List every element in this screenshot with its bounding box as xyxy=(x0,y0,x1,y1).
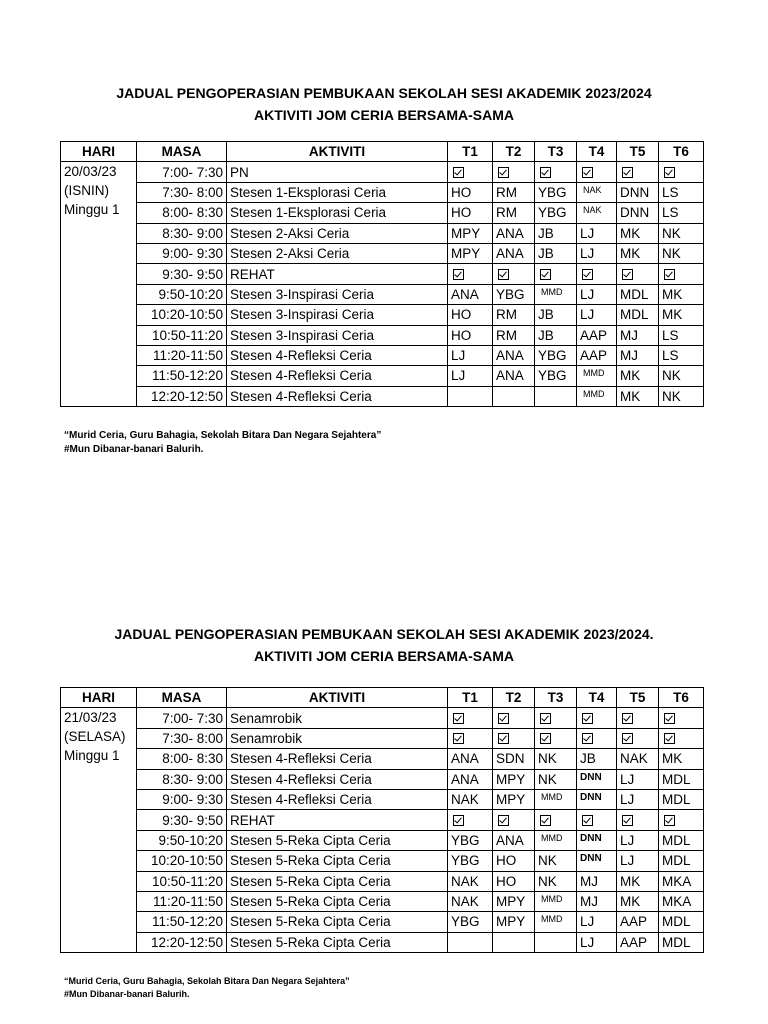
table-row xyxy=(61,769,704,789)
check-cell xyxy=(535,708,577,728)
teacher-cell: MPY xyxy=(493,891,535,911)
aktiviti-cell: Stesen 4-Refleksi Ceria xyxy=(227,769,448,789)
check-cell xyxy=(535,728,577,748)
teacher-cell: NAK xyxy=(448,891,493,911)
teacher-cell: MDL xyxy=(659,769,704,789)
checkbox-checked-icon xyxy=(540,167,551,178)
header-t6: T6 xyxy=(659,142,704,162)
checkbox-checked-icon xyxy=(453,167,464,178)
motto-text: “Murid Ceria, Guru Bahagia, Sekolah Bitara Dan Negara Sejahtera” xyxy=(64,976,350,986)
masa-cell: 8:30- 9:00 xyxy=(137,769,227,789)
teacher-cell: DNN xyxy=(577,769,617,789)
teacher-cell: MMD xyxy=(535,830,577,850)
masa-cell: 8:30- 9:00 xyxy=(137,223,227,243)
check-cell xyxy=(448,708,493,728)
header-t3: T3 xyxy=(535,142,577,162)
teacher-cell: MDL xyxy=(617,284,659,304)
teacher-cell: NAK xyxy=(448,871,493,891)
check-cell xyxy=(617,162,659,182)
checkbox-checked-icon xyxy=(582,733,593,744)
teacher-cell: AAP xyxy=(617,912,659,932)
table-row xyxy=(61,325,704,345)
teacher-cell: YBG xyxy=(535,203,577,223)
masa-cell: 9:30- 9:50 xyxy=(137,810,227,830)
masa-cell: 11:50-12:20 xyxy=(137,366,227,386)
table-row xyxy=(61,789,704,809)
teacher-cell: LS xyxy=(659,182,704,202)
teacher-cell: MKA xyxy=(659,871,704,891)
header-t4: T4 xyxy=(577,688,617,708)
teacher-cell xyxy=(493,932,535,952)
teacher-cell: ANA xyxy=(448,284,493,304)
masa-cell: 8:00- 8:30 xyxy=(137,203,227,223)
checkbox-checked-icon xyxy=(582,713,593,724)
teacher-cell: MK xyxy=(617,386,659,406)
header-aktiviti: AKTIVITI xyxy=(227,142,448,162)
table-row xyxy=(61,243,704,263)
teacher-cell: JB xyxy=(535,325,577,345)
hari-line: (ISNIN) xyxy=(64,183,109,199)
table-row xyxy=(61,851,704,871)
masa-cell: 9:50-10:20 xyxy=(137,830,227,850)
checkbox-checked-icon xyxy=(622,713,633,724)
teacher-cell: LS xyxy=(659,203,704,223)
masa-cell: 12:20-12:50 xyxy=(137,932,227,952)
checkbox-checked-icon xyxy=(582,167,593,178)
check-cell xyxy=(617,708,659,728)
check-cell xyxy=(448,264,493,284)
teacher-cell: MPY xyxy=(493,912,535,932)
teacher-cell xyxy=(448,932,493,952)
masa-cell: 7:00- 7:30 xyxy=(137,162,227,182)
checkbox-checked-icon xyxy=(540,269,551,280)
teacher-cell: MDL xyxy=(659,830,704,850)
aktiviti-cell: Stesen 5-Reka Cipta Ceria xyxy=(227,830,448,850)
teacher-cell: NAK xyxy=(577,182,617,202)
teacher-cell: MK xyxy=(617,871,659,891)
table-row xyxy=(61,305,704,325)
header-hari: HARI xyxy=(61,142,137,162)
aktiviti-cell: Stesen 1-Eksplorasi Ceria xyxy=(227,182,448,202)
aktiviti-cell: Stesen 4-Refleksi Ceria xyxy=(227,789,448,809)
slogan-text: #Mun Dibanar-banari Balurih. xyxy=(64,444,204,455)
teacher-cell: DNN xyxy=(617,182,659,202)
aktiviti-cell: Stesen 5-Reka Cipta Ceria xyxy=(227,871,448,891)
teacher-cell: NK xyxy=(659,366,704,386)
teacher-cell: JB xyxy=(577,749,617,769)
checkbox-checked-icon xyxy=(498,713,509,724)
teacher-cell: SDN xyxy=(493,749,535,769)
masa-cell: 11:20-11:50 xyxy=(137,891,227,911)
table-row xyxy=(61,912,704,932)
teacher-cell: RM xyxy=(493,203,535,223)
teacher-cell: MK xyxy=(617,223,659,243)
teacher-cell: NAK xyxy=(448,789,493,809)
teacher-cell: LJ xyxy=(617,789,659,809)
hari-line: Minggu 1 xyxy=(64,748,120,764)
header-t5: T5 xyxy=(617,688,659,708)
checkbox-checked-icon xyxy=(540,713,551,724)
teacher-cell: LS xyxy=(659,325,704,345)
teacher-cell: MJ xyxy=(617,345,659,365)
header-t3: T3 xyxy=(535,688,577,708)
masa-cell: 11:50-12:20 xyxy=(137,912,227,932)
header-t2: T2 xyxy=(493,688,535,708)
teacher-cell: MPY xyxy=(448,243,493,263)
table-row xyxy=(61,366,704,386)
table-row xyxy=(61,830,704,850)
table-row xyxy=(61,891,704,911)
masa-cell: 12:20-12:50 xyxy=(137,386,227,406)
header-t5: T5 xyxy=(617,142,659,162)
check-cell xyxy=(617,810,659,830)
check-cell xyxy=(617,264,659,284)
schedule-1-table xyxy=(60,141,704,407)
teacher-cell: ANA xyxy=(493,366,535,386)
table-row xyxy=(61,749,704,769)
table-row xyxy=(61,871,704,891)
teacher-cell: YBG xyxy=(448,912,493,932)
table-row xyxy=(61,345,704,365)
teacher-cell: HO xyxy=(448,325,493,345)
motto-text: “Murid Ceria, Guru Bahagia, Sekolah Bitara Dan Negara Sejahtera” xyxy=(64,430,382,441)
masa-cell: 10:50-11:20 xyxy=(137,325,227,345)
checkbox-checked-icon xyxy=(453,733,464,744)
checkbox-checked-icon xyxy=(664,167,675,178)
teacher-cell: MK xyxy=(659,749,704,769)
schedule-2-footer xyxy=(64,975,350,1001)
teacher-cell: YBG xyxy=(493,284,535,304)
check-cell xyxy=(493,708,535,728)
check-cell xyxy=(448,810,493,830)
teacher-cell: NK xyxy=(535,749,577,769)
checkbox-checked-icon xyxy=(540,815,551,826)
teacher-cell: MK xyxy=(617,243,659,263)
teacher-cell xyxy=(493,386,535,406)
table-row xyxy=(61,223,704,243)
teacher-cell: ANA xyxy=(493,830,535,850)
teacher-cell: MKA xyxy=(659,891,704,911)
teacher-cell: MJ xyxy=(577,891,617,911)
teacher-cell: LJ xyxy=(617,830,659,850)
teacher-cell: MJ xyxy=(617,325,659,345)
teacher-cell: NAK xyxy=(617,749,659,769)
check-cell xyxy=(577,162,617,182)
masa-cell: 7:30- 8:00 xyxy=(137,728,227,748)
aktiviti-cell: Stesen 2-Aksi Ceria xyxy=(227,243,448,263)
checkbox-checked-icon xyxy=(622,269,633,280)
checkbox-checked-icon xyxy=(498,269,509,280)
header-t2: T2 xyxy=(493,142,535,162)
schedule-2-header xyxy=(61,688,704,708)
checkbox-checked-icon xyxy=(453,713,464,724)
header-masa: MASA xyxy=(137,142,227,162)
schedule-1-subtitle: AKTIVITI JOM CERIA BERSAMA-SAMA xyxy=(253,107,515,123)
checkbox-checked-icon xyxy=(664,815,675,826)
teacher-cell: MDL xyxy=(659,912,704,932)
check-cell xyxy=(659,162,704,182)
check-cell xyxy=(617,728,659,748)
teacher-cell: MMD xyxy=(535,891,577,911)
header-row xyxy=(61,688,704,708)
teacher-cell xyxy=(448,386,493,406)
checkbox-checked-icon xyxy=(622,733,633,744)
teacher-cell: DNN xyxy=(577,851,617,871)
masa-cell: 7:00- 7:30 xyxy=(137,708,227,728)
header-t1: T1 xyxy=(448,688,493,708)
schedule-2-table xyxy=(60,687,704,953)
table-row xyxy=(61,182,704,202)
teacher-cell: AAP xyxy=(577,325,617,345)
hari-line: 21/03/23 xyxy=(64,710,117,726)
teacher-cell: RM xyxy=(493,325,535,345)
checkbox-checked-icon xyxy=(622,815,633,826)
checkbox-checked-icon xyxy=(664,733,675,744)
teacher-cell: YBG xyxy=(535,345,577,365)
masa-cell: 9:00- 9:30 xyxy=(137,789,227,809)
teacher-cell: MPY xyxy=(448,223,493,243)
check-cell xyxy=(577,264,617,284)
check-cell xyxy=(493,162,535,182)
hari-cell xyxy=(61,162,137,407)
check-cell xyxy=(493,728,535,748)
teacher-cell: LJ xyxy=(577,912,617,932)
aktiviti-cell: Stesen 3-Inspirasi Ceria xyxy=(227,325,448,345)
schedule-2-titles xyxy=(0,623,768,667)
checkbox-checked-icon xyxy=(540,733,551,744)
check-cell xyxy=(577,810,617,830)
header-t6: T6 xyxy=(659,688,704,708)
teacher-cell: LJ xyxy=(448,366,493,386)
teacher-cell: AAP xyxy=(577,345,617,365)
check-cell xyxy=(659,264,704,284)
aktiviti-cell: Stesen 4-Refleksi Ceria xyxy=(227,366,448,386)
checkbox-checked-icon xyxy=(453,269,464,280)
checkbox-checked-icon xyxy=(498,167,509,178)
header-t1: T1 xyxy=(448,142,493,162)
teacher-cell: MMD xyxy=(535,789,577,809)
teacher-cell: HO xyxy=(493,871,535,891)
teacher-cell: YBG xyxy=(535,182,577,202)
teacher-cell: NK xyxy=(535,851,577,871)
teacher-cell: MMD xyxy=(535,284,577,304)
teacher-cell xyxy=(535,932,577,952)
aktiviti-cell: Stesen 5-Reka Cipta Ceria xyxy=(227,932,448,952)
masa-cell: 9:50-10:20 xyxy=(137,284,227,304)
check-cell xyxy=(659,810,704,830)
teacher-cell: JB xyxy=(535,305,577,325)
header-masa: MASA xyxy=(137,688,227,708)
teacher-cell: MDL xyxy=(659,851,704,871)
teacher-cell: LJ xyxy=(617,851,659,871)
hari-line: Minggu 1 xyxy=(64,202,120,218)
header-t4: T4 xyxy=(577,142,617,162)
check-cell xyxy=(535,810,577,830)
teacher-cell: ANA xyxy=(448,749,493,769)
aktiviti-cell: Stesen 4-Refleksi Ceria xyxy=(227,386,448,406)
teacher-cell: MK xyxy=(617,366,659,386)
checkbox-checked-icon xyxy=(453,815,464,826)
teacher-cell: MDL xyxy=(659,789,704,809)
teacher-cell xyxy=(535,386,577,406)
teacher-cell: HO xyxy=(448,203,493,223)
teacher-cell: YBG xyxy=(448,851,493,871)
teacher-cell: ANA xyxy=(448,769,493,789)
checkbox-checked-icon xyxy=(582,815,593,826)
aktiviti-cell: Stesen 3-Inspirasi Ceria xyxy=(227,305,448,325)
masa-cell: 8:00- 8:30 xyxy=(137,749,227,769)
teacher-cell: RM xyxy=(493,305,535,325)
checkbox-checked-icon xyxy=(664,269,675,280)
teacher-cell: MK xyxy=(659,284,704,304)
check-cell xyxy=(659,708,704,728)
teacher-cell: MDL xyxy=(617,305,659,325)
teacher-cell: ANA xyxy=(493,223,535,243)
teacher-cell: MK xyxy=(659,305,704,325)
table-row xyxy=(61,264,704,284)
teacher-cell: AAP xyxy=(617,932,659,952)
masa-cell: 9:30- 9:50 xyxy=(137,264,227,284)
teacher-cell: LJ xyxy=(577,284,617,304)
table-row xyxy=(61,932,704,952)
check-cell xyxy=(577,728,617,748)
teacher-cell: LJ xyxy=(617,769,659,789)
checkbox-checked-icon xyxy=(582,269,593,280)
aktiviti-cell: Senamrobik xyxy=(227,728,448,748)
check-cell xyxy=(448,728,493,748)
checkbox-checked-icon xyxy=(664,713,675,724)
teacher-cell: JB xyxy=(535,243,577,263)
aktiviti-cell: REHAT xyxy=(227,264,448,284)
teacher-cell: LS xyxy=(659,345,704,365)
teacher-cell: NK xyxy=(535,871,577,891)
checkbox-checked-icon xyxy=(498,815,509,826)
teacher-cell: LJ xyxy=(577,223,617,243)
aktiviti-cell: Stesen 4-Refleksi Ceria xyxy=(227,749,448,769)
teacher-cell: MDL xyxy=(659,932,704,952)
masa-cell: 9:00- 9:30 xyxy=(137,243,227,263)
teacher-cell: LJ xyxy=(577,932,617,952)
teacher-cell: NK xyxy=(659,243,704,263)
table-row xyxy=(61,708,704,728)
teacher-cell: MPY xyxy=(493,769,535,789)
teacher-cell: ANA xyxy=(493,345,535,365)
checkbox-checked-icon xyxy=(622,167,633,178)
teacher-cell: NK xyxy=(659,386,704,406)
teacher-cell: MMD xyxy=(577,386,617,406)
table-row xyxy=(61,162,704,182)
masa-cell: 10:20-10:50 xyxy=(137,851,227,871)
table-row xyxy=(61,386,704,406)
header-row xyxy=(61,142,704,162)
teacher-cell: JB xyxy=(535,223,577,243)
check-cell xyxy=(535,264,577,284)
schedule-1-titles xyxy=(0,82,768,126)
masa-cell: 7:30- 8:00 xyxy=(137,182,227,202)
table-row xyxy=(61,728,704,748)
check-cell xyxy=(448,162,493,182)
table-row xyxy=(61,284,704,304)
teacher-cell: MMD xyxy=(535,912,577,932)
aktiviti-cell: Stesen 4-Refleksi Ceria xyxy=(227,345,448,365)
header-hari: HARI xyxy=(61,688,137,708)
teacher-cell: LJ xyxy=(577,243,617,263)
aktiviti-cell: Stesen 5-Reka Cipta Ceria xyxy=(227,851,448,871)
teacher-cell: MMD xyxy=(577,366,617,386)
table-row xyxy=(61,203,704,223)
check-cell xyxy=(659,728,704,748)
teacher-cell: HO xyxy=(448,182,493,202)
teacher-cell: DNN xyxy=(577,789,617,809)
aktiviti-cell: Stesen 5-Reka Cipta Ceria xyxy=(227,891,448,911)
teacher-cell: NK xyxy=(659,223,704,243)
teacher-cell: NAK xyxy=(577,203,617,223)
masa-cell: 10:20-10:50 xyxy=(137,305,227,325)
teacher-cell: YBG xyxy=(535,366,577,386)
aktiviti-cell: PN xyxy=(227,162,448,182)
teacher-cell: MPY xyxy=(493,789,535,809)
schedule-2-subtitle: AKTIVITI JOM CERIA BERSAMA-SAMA xyxy=(253,648,515,664)
teacher-cell: DNN xyxy=(577,830,617,850)
teacher-cell: LJ xyxy=(577,305,617,325)
teacher-cell: DNN xyxy=(617,203,659,223)
hari-cell xyxy=(61,708,137,953)
check-cell xyxy=(577,708,617,728)
check-cell xyxy=(493,810,535,830)
check-cell xyxy=(535,162,577,182)
aktiviti-cell: Stesen 1-Eksplorasi Ceria xyxy=(227,203,448,223)
teacher-cell: RM xyxy=(493,182,535,202)
hari-line: 20/03/23 xyxy=(64,164,117,180)
slogan-text: #Mun Dibanar-banari Balurih. xyxy=(64,989,190,999)
aktiviti-cell: Stesen 3-Inspirasi Ceria xyxy=(227,284,448,304)
teacher-cell: NK xyxy=(535,769,577,789)
schedule-1-header xyxy=(61,142,704,162)
teacher-cell: ANA xyxy=(493,243,535,263)
aktiviti-cell: Stesen 5-Reka Cipta Ceria xyxy=(227,912,448,932)
table-row xyxy=(61,810,704,830)
masa-cell: 11:20-11:50 xyxy=(137,345,227,365)
masa-cell: 10:50-11:20 xyxy=(137,871,227,891)
teacher-cell: MK xyxy=(617,891,659,911)
teacher-cell: HO xyxy=(493,851,535,871)
schedule-1-footer xyxy=(64,429,381,457)
teacher-cell: YBG xyxy=(448,830,493,850)
schedule-1-body xyxy=(61,162,704,407)
schedule-1-title: JADUAL PENGOPERASIAN PEMBUKAAN SEKOLAH SESI AKADEMIK 2023/2024 xyxy=(116,85,652,101)
aktiviti-cell: Senamrobik xyxy=(227,708,448,728)
schedule-2-title: JADUAL PENGOPERASIAN PEMBUKAAN SEKOLAH SESI AKADEMIK 2023/2024. xyxy=(114,626,654,642)
checkbox-checked-icon xyxy=(498,733,509,744)
teacher-cell: MJ xyxy=(577,871,617,891)
aktiviti-cell: Stesen 2-Aksi Ceria xyxy=(227,223,448,243)
aktiviti-cell: REHAT xyxy=(227,810,448,830)
schedule-2-body xyxy=(61,708,704,953)
check-cell xyxy=(493,264,535,284)
hari-line: (SELASA) xyxy=(64,729,126,745)
header-aktiviti: AKTIVITI xyxy=(227,688,448,708)
teacher-cell: LJ xyxy=(448,345,493,365)
teacher-cell: HO xyxy=(448,305,493,325)
